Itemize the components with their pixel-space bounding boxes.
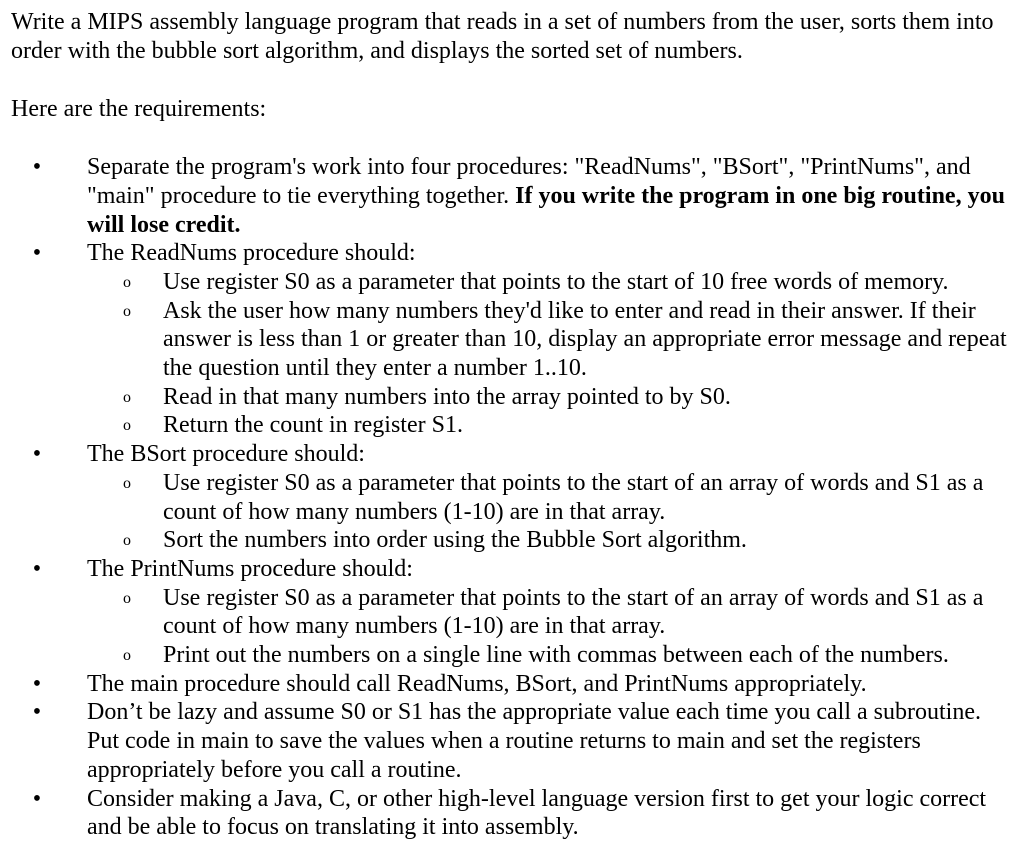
requirement-item-bsort xyxy=(11,440,1016,555)
sub-item-text: Ask the user how many numbers they'd like to enter and read in their answer. If their answer is less than 1 or greater than 10, display an appropriate error message and repeat the question until they enter a number 1..10. xyxy=(163,297,1007,382)
requirement-text: Consider making a Java, C, or other high-level language version first to get your logic correct and be able to focus on translating it into assembly. xyxy=(87,785,987,841)
bullet-icon: • xyxy=(32,154,42,181)
sub-item xyxy=(87,584,1016,641)
circle-bullet-icon: o xyxy=(123,302,131,320)
bullet-icon: • xyxy=(32,441,42,468)
sub-item-text: Use register S0 as a parameter that points to the start of an array of words and S1 as a count of how many numbers (1-10) are in that array. xyxy=(163,469,984,525)
sub-item xyxy=(87,297,1016,383)
bullet-icon: • xyxy=(32,785,42,812)
requirement-text: Separate the program's work into four procedures: "ReadNums", "BSort", "PrintNums", and "main" procedure to tie everything together. xyxy=(87,154,971,209)
circle-bullet-icon: o xyxy=(123,417,131,435)
circle-bullet-icon: o xyxy=(123,388,131,406)
requirement-text: The BSort procedure should: xyxy=(87,441,365,468)
requirement-text: The main procedure should call ReadNums, BSort, and PrintNums appropriately. xyxy=(87,670,867,697)
requirement-item-main xyxy=(11,670,1016,699)
readnums-sublist xyxy=(87,268,1016,440)
sub-item-text: Return the count in register S1. xyxy=(163,412,463,439)
circle-bullet-icon: o xyxy=(123,589,131,607)
circle-bullet-icon: o xyxy=(123,273,131,291)
bullet-icon: • xyxy=(32,240,42,267)
sub-item-text: Use register S0 as a parameter that points to the start of an array of words and S1 as a count of how many numbers (1-10) are in that array. xyxy=(163,584,984,640)
requirement-item-readnums xyxy=(11,239,1016,440)
sub-item xyxy=(87,411,1016,440)
requirements-list xyxy=(11,153,1016,842)
sub-item-text: Read in that many numbers into the array pointed to by S0. xyxy=(163,383,731,410)
requirement-text: The PrintNums procedure should: xyxy=(87,555,413,582)
bullet-icon: • xyxy=(32,670,42,697)
bsort-sublist xyxy=(87,469,1016,555)
sub-item xyxy=(87,641,1016,670)
requirement-text: Don’t be lazy and assume S0 or S1 has the appropriate value each time you call a subroutine. Put code in main to save the values when a routine returns to main and set the registers appropriately before you call a routine. xyxy=(87,699,981,783)
sub-item xyxy=(87,383,1016,412)
requirements-heading: Here are the requirements: xyxy=(11,96,267,123)
sub-item-text: Use register S0 as a parameter that points to the start of 10 free words of memory. xyxy=(163,268,949,295)
sub-item-text: Sort the numbers into order using the Bubble Sort algorithm. xyxy=(163,527,747,554)
sub-item xyxy=(87,268,1016,297)
sub-item-text: Print out the numbers on a single line with commas between each of the numbers. xyxy=(163,642,949,669)
assignment-document xyxy=(11,8,1016,842)
circle-bullet-icon: o xyxy=(123,647,131,665)
sub-item xyxy=(87,526,1016,555)
requirement-item-procedures xyxy=(11,153,1016,239)
circle-bullet-icon: o xyxy=(123,474,131,492)
requirement-item-registers xyxy=(11,698,1016,784)
sub-item xyxy=(87,469,1016,526)
bullet-icon: • xyxy=(32,555,42,582)
requirement-item-highlevel xyxy=(11,785,1016,842)
requirement-item-printnums xyxy=(11,555,1016,670)
intro-paragraph: Write a MIPS assembly language program that reads in a set of numbers from the user, sorts them into order with the bubble sort algorithm, and displays the sorted set of numbers. xyxy=(11,9,994,64)
printnums-sublist xyxy=(87,584,1016,670)
bullet-icon: • xyxy=(32,699,42,726)
requirement-text: The ReadNums procedure should: xyxy=(87,240,416,267)
requirement-bold-warning: If you write the program in one big routine, you will lose credit. xyxy=(87,182,1005,238)
circle-bullet-icon: o xyxy=(123,532,131,550)
